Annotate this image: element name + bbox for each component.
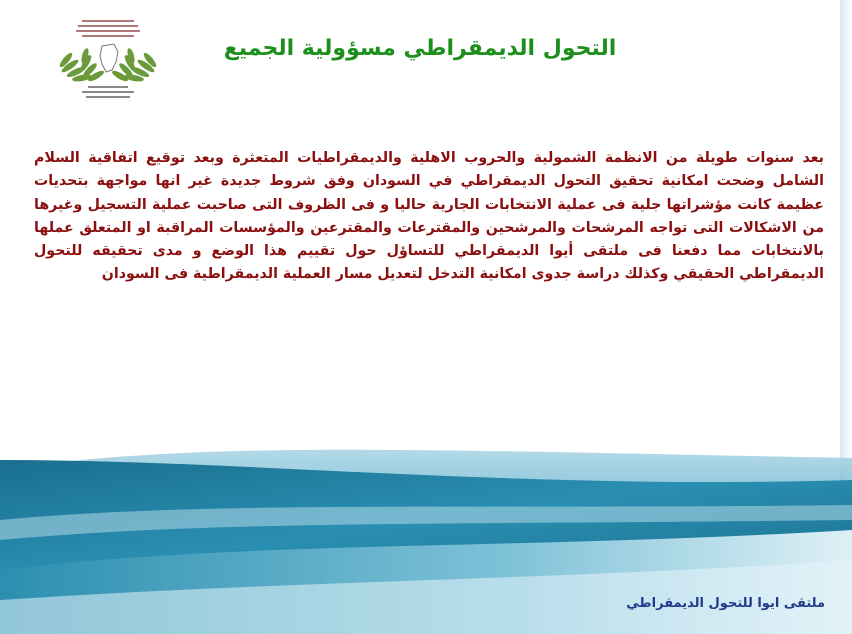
slide-title: التحول الديمقراطي مسؤولية الجميع: [223, 36, 617, 61]
organization-logo: [52, 14, 164, 100]
laurel-wreath-map-icon: [52, 14, 164, 100]
slide-body-text: بعد سنوات طويلة من الانظمة الشمولية والحروب الاهلية والديمقراطيات المتعثرة وبعد توقيع اتفاقية السلام الشامل وضحت امكانية تحقيق التحول الديمقراطي في السودان وفق شروط جديدة غير انها مواجهة بتحديات عظيمة كانت مؤشراتها جلية فى عملية الانتخابات الجارية حاليا و فى الظروف التى صاحبت عملية التسجيل وغيرها من الاشكالات التى تواجه المرشحات والمرشحين والمقترعات والمقترعين والمؤسسات المراقبة او المتعلق عملها بالانتخابات مما دفعنا فى ملتقى أيوا الديمقراطي للتساؤل حول تقييم هذا الوضع و مدى تحقيقه للتحول الديمقراطي الحقيقي وكذلك دراسة جدوى امكانية التدخل لتعديل مسار العملية الديمقراطية فى السودان: [34, 150, 824, 283]
footer-text: ملتقى ايوا للتحول الديمقراطي: [626, 596, 825, 611]
